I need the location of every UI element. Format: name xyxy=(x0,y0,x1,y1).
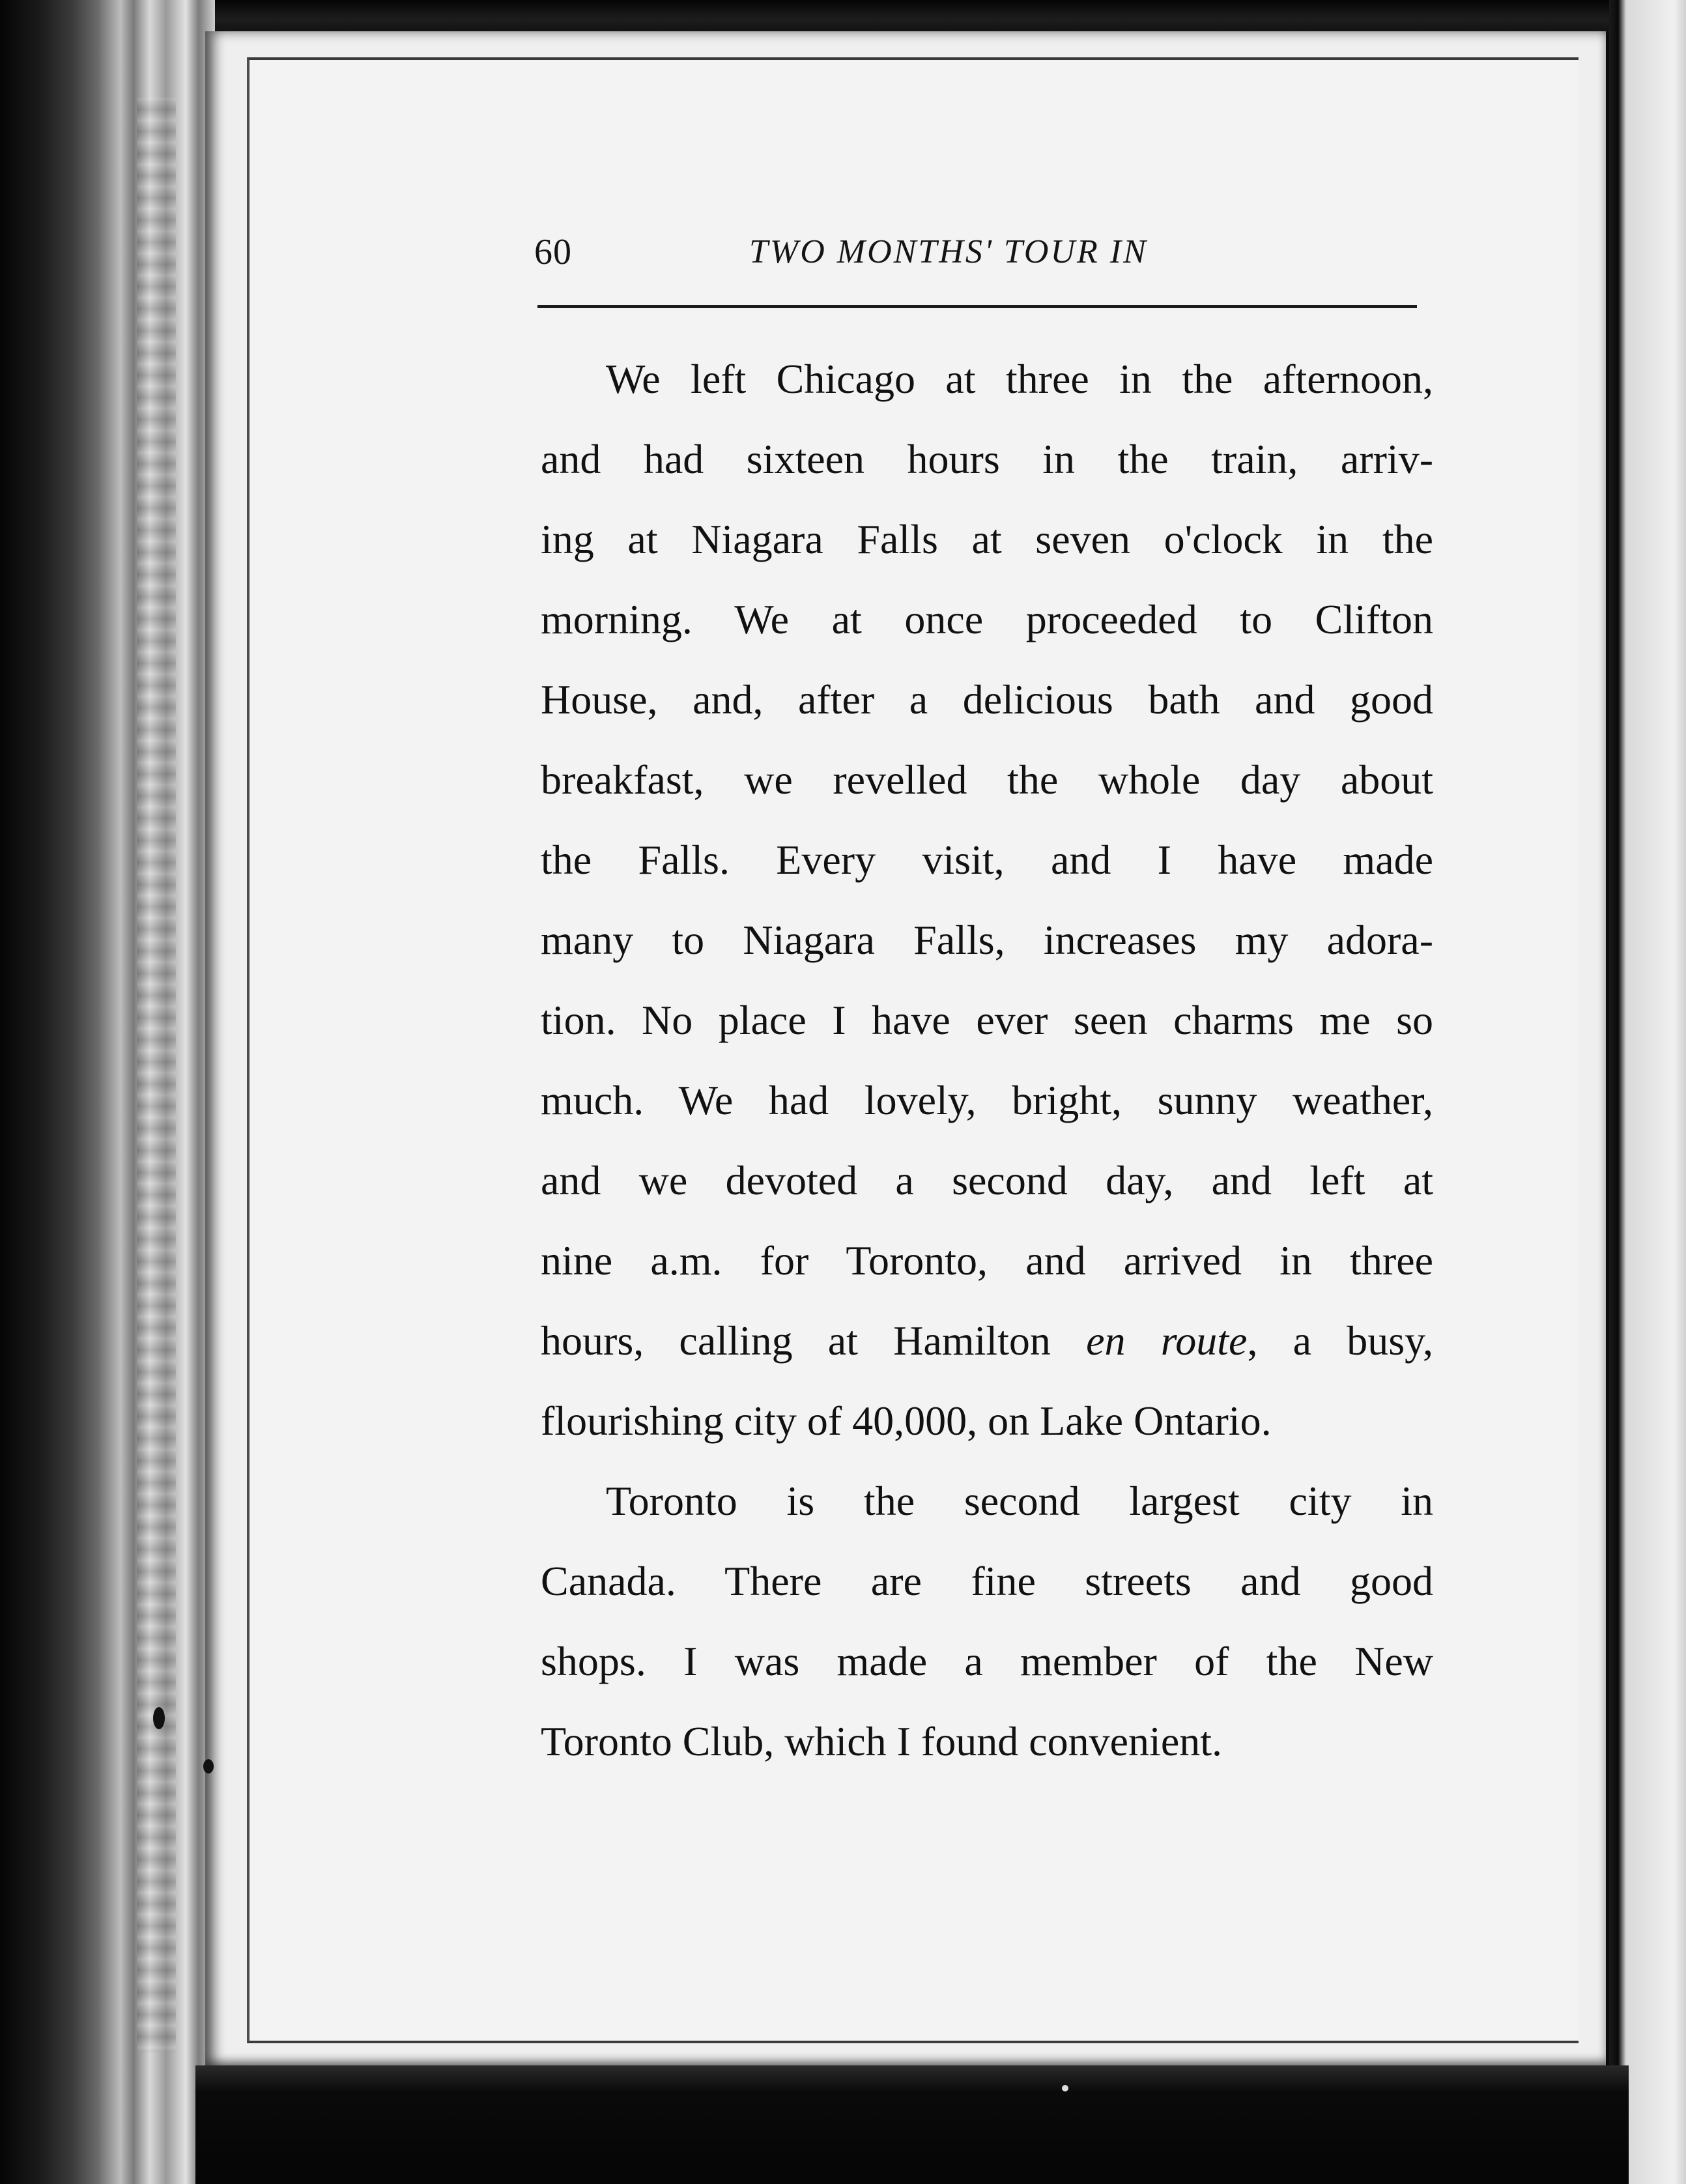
italic-phrase: en route xyxy=(1086,1317,1248,1364)
book-binding-edge xyxy=(0,0,215,2184)
ink-speck xyxy=(1062,2085,1068,2091)
page-number: 60 xyxy=(534,232,572,272)
running-head-title: TWO MONTHS' TOUR IN xyxy=(749,233,1148,270)
text-line: Toronto is the second largest city in xyxy=(606,1478,1433,1524)
bottom-edge-shadow xyxy=(195,2065,1629,2184)
binding-texture xyxy=(137,98,176,2052)
text-fragment: , a busy, xyxy=(1247,1317,1434,1364)
ink-speck xyxy=(203,1759,214,1774)
text-line: flourishing city of 40,000, on Lake Ontario. xyxy=(541,1398,1272,1444)
text-line: and had sixteen hours in the train, arriv- xyxy=(541,436,1433,482)
header-rule xyxy=(537,305,1417,308)
text-line: ing at Niagara Falls at seven o'clock in the xyxy=(541,516,1433,562)
text-fragment: hours, calling at Hamilton xyxy=(541,1317,1051,1364)
text-line: breakfast, we revelled the whole day about xyxy=(541,756,1433,803)
text-line: nine a.m. for Toronto, and arrived in three xyxy=(541,1237,1433,1284)
text-line: Canada. There are fine streets and good xyxy=(541,1558,1433,1604)
text-line-with-italic xyxy=(541,1300,1433,1381)
body-text xyxy=(541,339,1433,1781)
text-line: the Falls. Every visit, and I have made xyxy=(541,837,1433,883)
adjacent-page-edge xyxy=(1609,0,1686,2184)
text-line: shops. I was made a member of the New xyxy=(541,1638,1433,1684)
text-line: Toronto Club, which I found convenient. xyxy=(541,1718,1222,1764)
running-head xyxy=(534,231,1407,283)
text-line: tion. No place I have ever seen charms me so xyxy=(541,997,1433,1043)
ink-speck xyxy=(153,1707,165,1729)
text-line: many to Niagara Falls, increases my adora- xyxy=(541,917,1433,963)
text-line: We left Chicago at three in the afternoon, xyxy=(606,356,1433,402)
text-line: morning. We at once proceeded to Clifton xyxy=(541,596,1433,642)
text-line: and we devoted a second day, and left at xyxy=(541,1157,1433,1203)
text-line: House, and, after a delicious bath and good xyxy=(541,676,1433,723)
text-line: much. We had lovely, bright, sunny weather, xyxy=(541,1077,1433,1123)
